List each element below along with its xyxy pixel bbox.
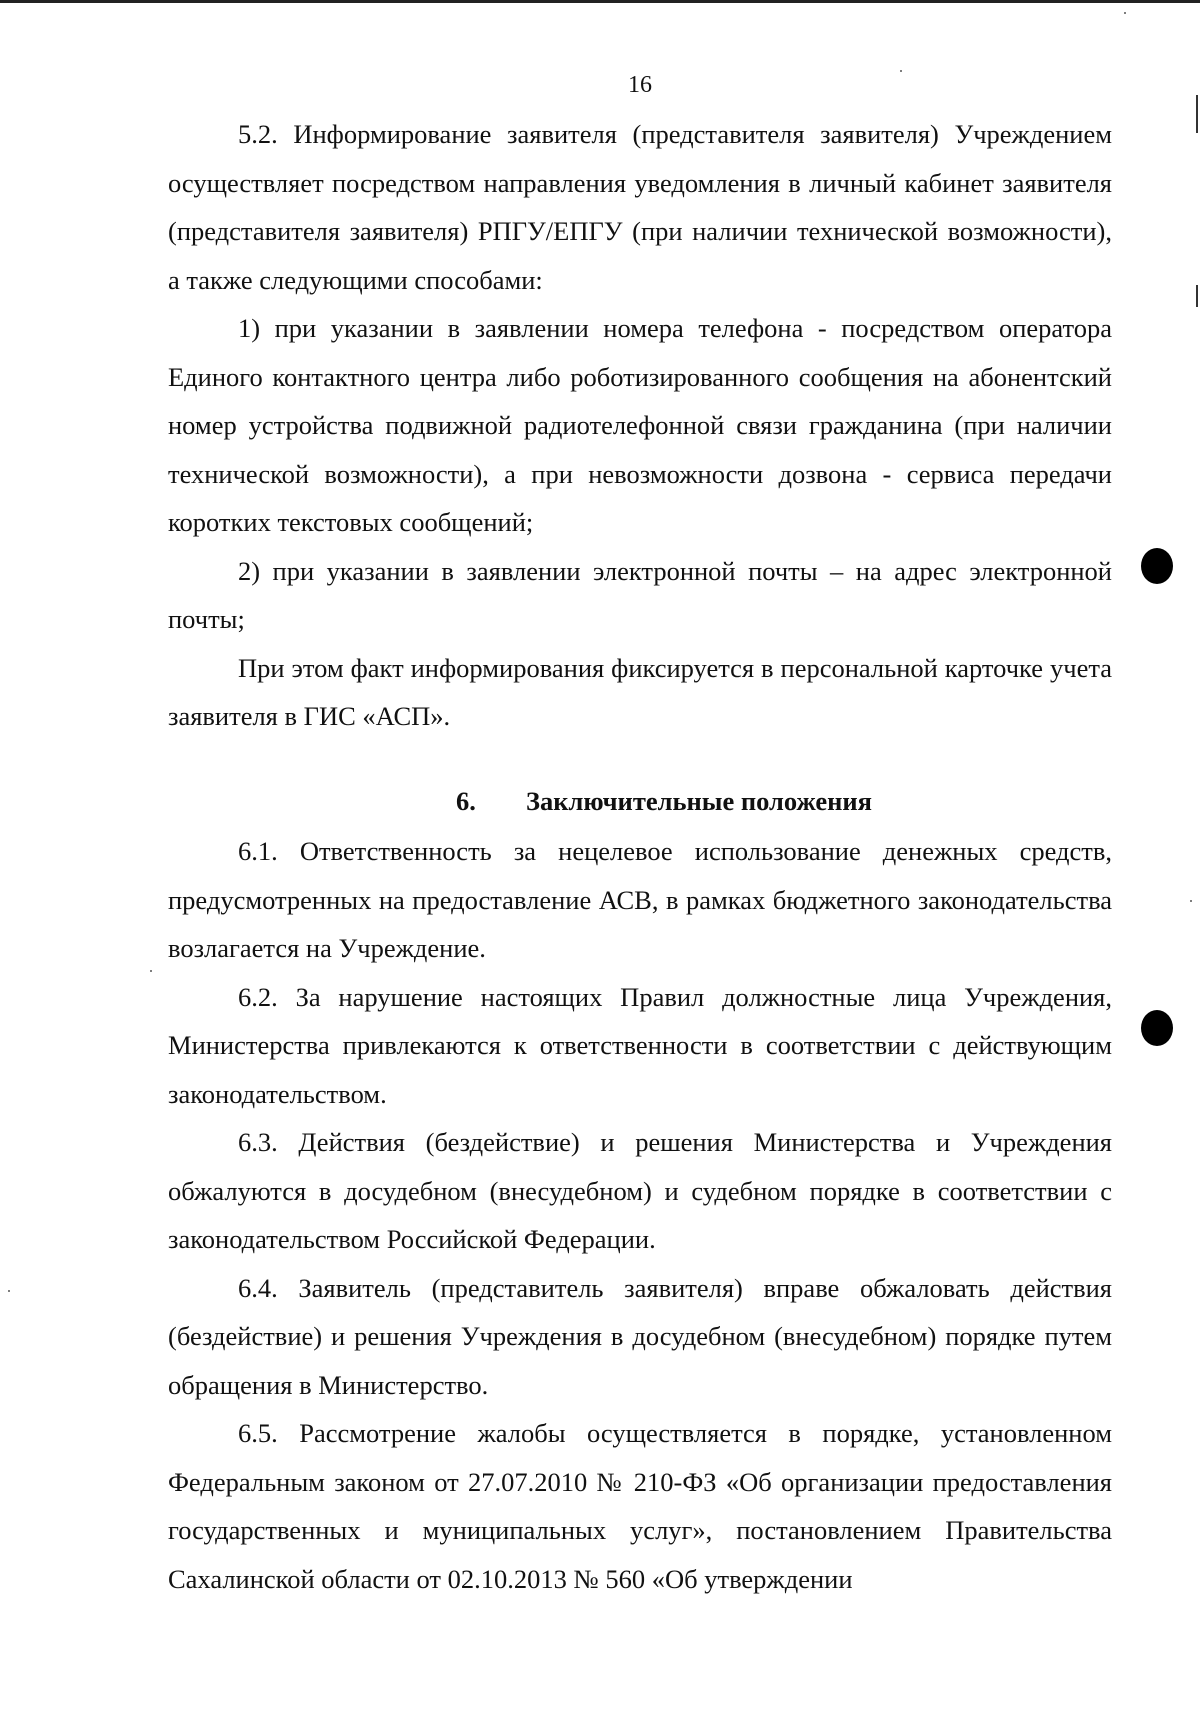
section-number: 6.	[456, 785, 476, 816]
scan-speck	[8, 1290, 10, 1292]
scan-border	[0, 0, 1200, 3]
paragraph-6-3: 6.3. Действия (бездействие) и решения Министерства и Учреждения обжалуются в досудебном (внесудебном) и судебном порядке в соответствии с законодательством Российской Федерации.	[168, 1127, 1112, 1254]
list-item-1: 1) при указании в заявлении номера телефона - посредством оператора Единого контактного центра либо роботизированного сообщения на абонентский номер устройства подвижной радиотелефонной связи гражданина (при наличии технической возможности), а при невозможности дозвона - сервиса передачи коротких текстовых сообщений;	[168, 313, 1112, 537]
scan-speck	[150, 970, 152, 972]
paragraph-6-2: 6.2. За нарушение настоящих Правил должностные лица Учреждения, Министерства привлекаются к ответственности в соответствии с действующим законодательством.	[168, 981, 1112, 1109]
paragraph-5-2: 5.2. Информирование заявителя (представителя заявителя) Учреждением осуществляет посредством направления уведомления в личный кабинет заявителя (представителя заявителя) РПГУ/ЕПГУ (при наличии технической возможности), а также следующими способами:	[168, 119, 1112, 295]
section-title: Заключительные положения	[526, 785, 872, 816]
punch-hole	[1141, 1010, 1173, 1046]
document-body	[168, 110, 1112, 1603]
paragraph-6-5: 6.5. Рассмотрение жалобы осуществляется в порядке, установленном Федеральным законом от 27.07.2010 № 210-ФЗ «Об организации предоставления государственных и муниципальных услуг», постановлением Правительства Сахалинской области от 02.10.2013 № 560 «Об утверждении	[168, 1418, 1112, 1594]
scan-speck	[900, 70, 902, 72]
informing-note: При этом факт информирования фиксируется в персональной карточке учета заявителя в ГИС «АСП».	[168, 652, 1112, 731]
edge-mark	[1196, 95, 1198, 133]
page-number: 16	[628, 72, 652, 98]
scan-speck	[1190, 900, 1192, 902]
paragraph-6-1: 6.1. Ответственность за нецелевое использование денежных средств, предусмотренных на предоставление АСВ, в рамках бюджетного законодательства возлагается на Учреждение.	[168, 836, 1112, 963]
scan-speck	[1124, 12, 1126, 14]
edge-mark	[1196, 285, 1198, 307]
list-item-2: 2) при указании в заявлении электронной почты – на адрес электронной почты;	[168, 555, 1112, 634]
section-heading	[168, 777, 1112, 826]
paragraph-6-4: 6.4. Заявитель (представитель заявителя) вправе обжаловать действия (бездействие) и решения Учреждения в досудебном (внесудебном) порядке путем обращения в Министерство.	[168, 1272, 1112, 1400]
punch-hole	[1141, 548, 1173, 584]
